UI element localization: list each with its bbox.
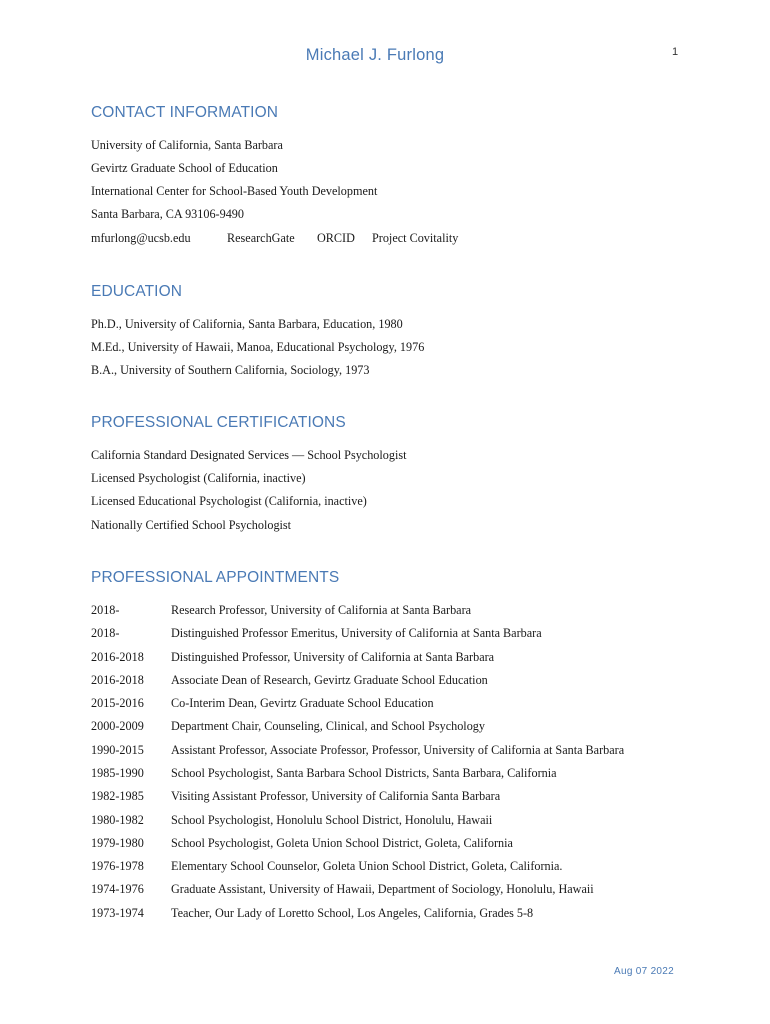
page-number: 1 <box>672 46 679 58</box>
appointment-years: 2016-2018 <box>91 673 144 687</box>
appointment-years: 1982-1985 <box>91 789 144 803</box>
certifications-heading: PROFESSIONAL CERTIFICATIONS <box>91 414 346 431</box>
appointment-years: 1980-1982 <box>91 813 144 827</box>
contact-heading: CONTACT INFORMATION <box>91 104 279 121</box>
footer-date: Aug 07 2022 <box>614 966 675 977</box>
contact-links <box>91 231 458 245</box>
contact-line: International Center for School-Based Youth Development <box>91 184 378 198</box>
education-item: Ph.D., University of California, Santa Barbara, Education, 1980 <box>91 317 403 331</box>
appointment-desc: Graduate Assistant, University of Hawaii, Department of Sociology, Honolulu, Hawaii <box>171 882 594 896</box>
appointment-desc: Department Chair, Counseling, Clinical, and School Psychology <box>171 719 485 733</box>
appointment-desc: Research Professor, University of California at Santa Barbara <box>171 603 472 617</box>
appointment-years: 1973-1974 <box>91 906 144 920</box>
appointment-desc: Teacher, Our Lady of Loretto School, Los Angeles, California, Grades 5-8 <box>171 906 534 920</box>
appointment-years: 1990-2015 <box>91 743 144 757</box>
education-heading: EDUCATION <box>91 283 183 300</box>
certification-item: California Standard Designated Services — School Psychologist <box>91 448 407 462</box>
education-item: M.Ed., University of Hawaii, Manoa, Educational Psychology, 1976 <box>91 340 425 354</box>
appointment-years: 1974-1976 <box>91 882 144 896</box>
appointment-desc: Associate Dean of Research, Gevirtz Graduate School Education <box>171 673 488 687</box>
appointment-desc: Assistant Professor, Associate Professor, Professor, University of California at Santa Barbara <box>171 743 625 757</box>
appointments-heading: PROFESSIONAL APPOINTMENTS <box>91 569 340 586</box>
appointment-years: 2018- <box>91 603 120 617</box>
appointment-desc: School Psychologist, Goleta Union School District, Goleta, California <box>171 836 513 850</box>
appointment-desc: Distinguished Professor Emeritus, University of California at Santa Barbara <box>171 626 542 640</box>
education-item: B.A., University of Southern California, Sociology, 1973 <box>91 363 370 377</box>
appointment-desc: Co-Interim Dean, Gevirtz Graduate School Education <box>171 696 434 710</box>
appointment-years: 2000-2009 <box>91 719 144 733</box>
certification-item: Licensed Educational Psychologist (California, inactive) <box>91 494 367 508</box>
appointment-years: 2018- <box>91 626 120 640</box>
project-covitality-link[interactable]: Project Covitality <box>372 231 459 245</box>
orcid-link[interactable]: ORCID <box>317 231 355 245</box>
certification-item: Nationally Certified School Psychologist <box>91 518 292 532</box>
contact-line: University of California, Santa Barbara <box>91 138 283 152</box>
appointment-desc: Visiting Assistant Professor, University of California Santa Barbara <box>171 789 501 803</box>
header-name: Michael J. Furlong <box>305 46 445 64</box>
contact-line: Gevirtz Graduate School of Education <box>91 161 278 175</box>
researchgate-link[interactable]: ResearchGate <box>227 231 295 245</box>
appointment-desc: School Psychologist, Honolulu School District, Honolulu, Hawaii <box>171 813 493 827</box>
email-link[interactable]: mfurlong@ucsb.edu <box>91 231 191 245</box>
appointment-years: 1985-1990 <box>91 766 144 780</box>
appointment-years: 1979-1980 <box>91 836 144 850</box>
appointment-desc: School Psychologist, Santa Barbara School Districts, Santa Barbara, California <box>171 766 557 780</box>
appointment-desc: Distinguished Professor, University of California at Santa Barbara <box>171 650 495 664</box>
certification-item: Licensed Psychologist (California, inactive) <box>91 471 306 485</box>
appointment-years: 2016-2018 <box>91 650 144 664</box>
contact-line: Santa Barbara, CA 93106-9490 <box>91 207 244 221</box>
appointment-desc: Elementary School Counselor, Goleta Union School District, Goleta, California. <box>171 859 563 873</box>
appointment-years: 2015-2016 <box>91 696 144 710</box>
appointment-years: 1976-1978 <box>91 859 144 873</box>
